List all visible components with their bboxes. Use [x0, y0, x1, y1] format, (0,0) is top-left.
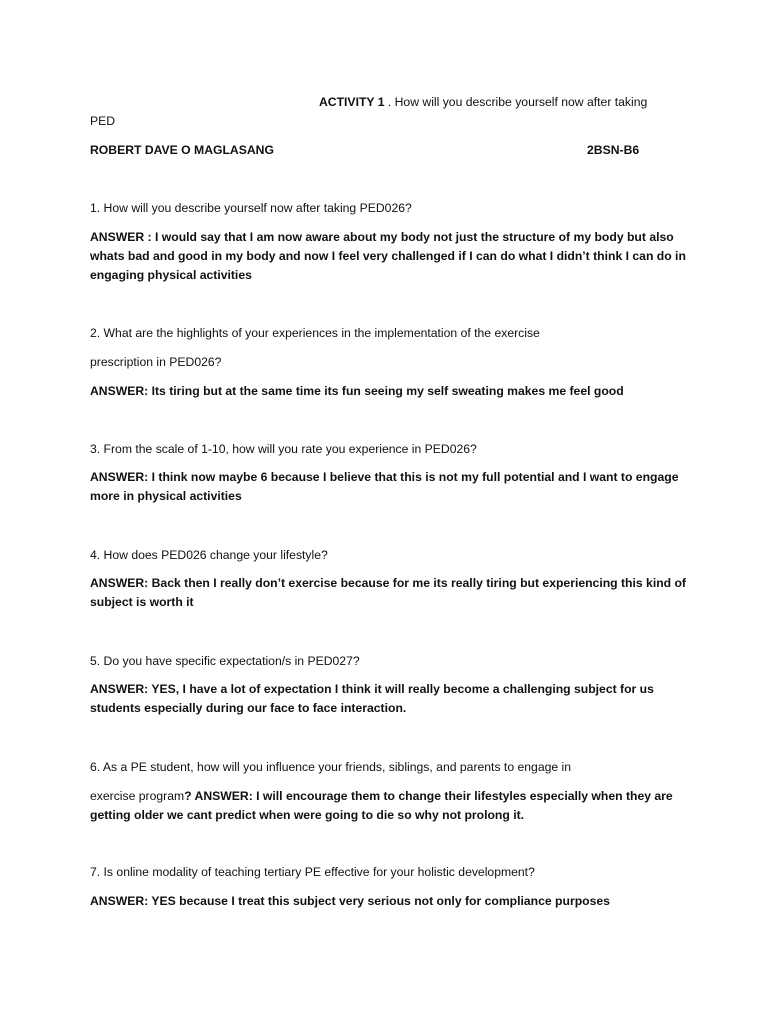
- answer-5: ANSWER: YES, I have a lot of expectation I think it will really become a challenging subject for us students especially during our face to face interaction.: [90, 682, 654, 715]
- answer-4: ANSWER: Back then I really don’t exercise because for me its really tiring but experiencing this kind of subject is worth it: [90, 576, 686, 609]
- activity-label: ACTIVITY 1: [319, 95, 385, 109]
- activity-question-continued: PED: [90, 114, 116, 128]
- question-1: 1. How will you describe yourself now after taking PED026?: [90, 201, 412, 215]
- question-6: 6. As a PE student, how will you influence your friends, siblings, and parents to engage in: [90, 760, 572, 774]
- activity-question: . How will you describe yourself now after taking: [384, 95, 648, 109]
- answer-6: ? ANSWER: I will encourage them to change their lifestyles especially when they are getting older we cant predict when were going to die so why not prolong it.: [90, 789, 673, 822]
- question-4: 4. How does PED026 change your lifestyle?: [90, 548, 328, 562]
- question-7: 7. Is online modality of teaching tertiary PE effective for your holistic development?: [90, 865, 535, 879]
- question-2-continued: prescription in PED026?: [90, 355, 222, 369]
- student-name: ROBERT DAVE O MAGLASANG: [90, 143, 274, 157]
- question-3: 3. From the scale of 1-10, how will you rate you experience in PED026?: [90, 442, 477, 456]
- answer-2: ANSWER: Its tiring but at the same time its fun seeing my self sweating makes me feel good: [90, 384, 624, 398]
- section-code: 2BSN-B6: [587, 143, 640, 157]
- question-5: 5. Do you have specific expectation/s in PED027?: [90, 654, 360, 668]
- activity-heading: [319, 93, 647, 111]
- question-6-continued: exercise program: [90, 789, 185, 803]
- answer-3: ANSWER: I think now maybe 6 because I believe that this is not my full potential and I want to engage more in physical activities: [90, 470, 679, 503]
- answer-1: ANSWER : I would say that I am now aware about my body not just the structure of my body but also whats bad and good in my body and now I feel very challenged if I can do what I didn’t think I can do in engaging physical activities: [90, 230, 686, 282]
- answer-7: ANSWER: YES because I treat this subject very serious not only for compliance purposes: [90, 894, 610, 908]
- question-6-continued-with-answer: [90, 787, 690, 825]
- question-2: 2. What are the highlights of your experiences in the implementation of the exercise: [90, 326, 540, 340]
